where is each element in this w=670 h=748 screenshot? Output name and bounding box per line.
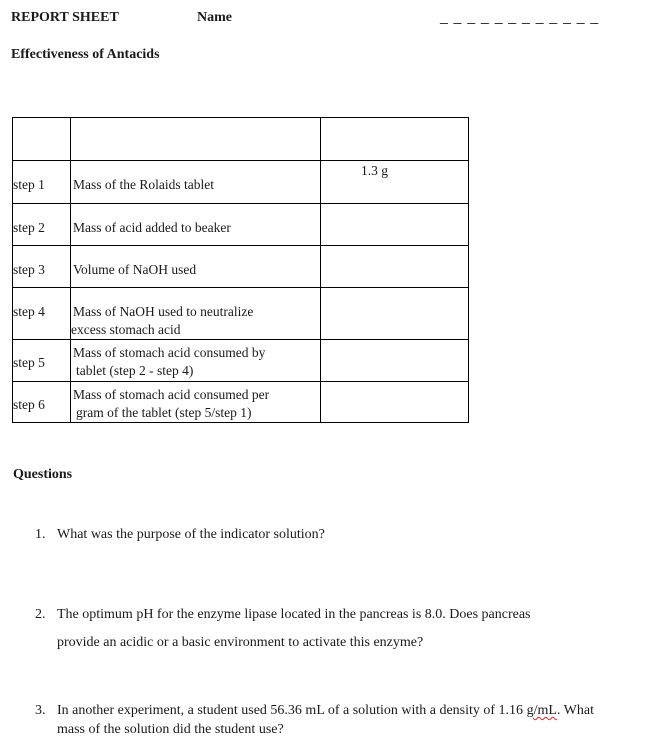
- table-row-divider: [12, 245, 469, 246]
- measurement-label-line2: excess stomach acid: [71, 322, 181, 337]
- question-text: What was the purpose of the indicator solution?: [57, 527, 325, 542]
- measurement-label: Mass of stomach acid consumed by: [73, 345, 266, 360]
- page-title: Effectiveness of Antacids: [11, 47, 160, 62]
- spellcheck-underlined-unit: g/mL: [526, 703, 557, 718]
- question-number: 3.: [35, 703, 46, 718]
- table-row-divider: [12, 160, 469, 161]
- step-label: step 5: [13, 355, 45, 370]
- table-border-bottom: [12, 422, 469, 423]
- step-label: step 1: [13, 177, 45, 192]
- measurement-label: Mass of stomach acid consumed per: [73, 387, 270, 402]
- measurement-label-line2: gram of the tablet (step 5/step 1): [76, 405, 252, 420]
- measurement-label: Mass of the Rolaids tablet: [73, 177, 214, 192]
- table-row-divider: [12, 339, 469, 340]
- table-row-divider: [12, 287, 469, 288]
- table-column-divider: [320, 117, 321, 423]
- table-border-top: [12, 117, 469, 118]
- question-text-line2: mass of the solution did the student use?: [57, 722, 284, 737]
- table-row-divider: [12, 381, 469, 382]
- measurement-label: Volume of NaOH used: [73, 262, 197, 277]
- step-label: step 4: [13, 304, 45, 319]
- name-label: Name: [197, 10, 232, 25]
- measurement-value: 1.3 g: [361, 163, 388, 178]
- question-number: 2.: [35, 607, 46, 622]
- question-text: The optimum pH for the enzyme lipase located in the pancreas is 8.0. Does pancreas: [57, 607, 531, 622]
- table-column-divider: [70, 117, 71, 423]
- step-label: step 3: [13, 262, 45, 277]
- step-label: step 2: [13, 220, 45, 235]
- report-sheet-label: REPORT SHEET: [11, 10, 119, 25]
- measurement-label-line2: tablet (step 2 - step 4): [76, 363, 194, 378]
- table-border-right: [468, 117, 469, 423]
- table-row-divider: [12, 203, 469, 204]
- name-blank-line: _ _ _ _ _ _ _ _ _ _ _ _: [440, 8, 600, 24]
- measurement-label: Mass of NaOH used to neutralize: [73, 304, 254, 319]
- question-text: [57, 701, 594, 720]
- question-number: 1.: [35, 527, 46, 542]
- question-text-line2: provide an acidic or a basic environment to activate this enzyme?: [57, 635, 424, 650]
- question-text-part: In another experiment, a student used 56.36 mL of a solution with a density of 1.16: [57, 703, 527, 718]
- step-label: step 6: [13, 397, 45, 412]
- question-text-part: . What: [556, 703, 594, 718]
- measurement-label: Mass of acid added to beaker: [73, 220, 231, 235]
- questions-heading: Questions: [13, 467, 73, 482]
